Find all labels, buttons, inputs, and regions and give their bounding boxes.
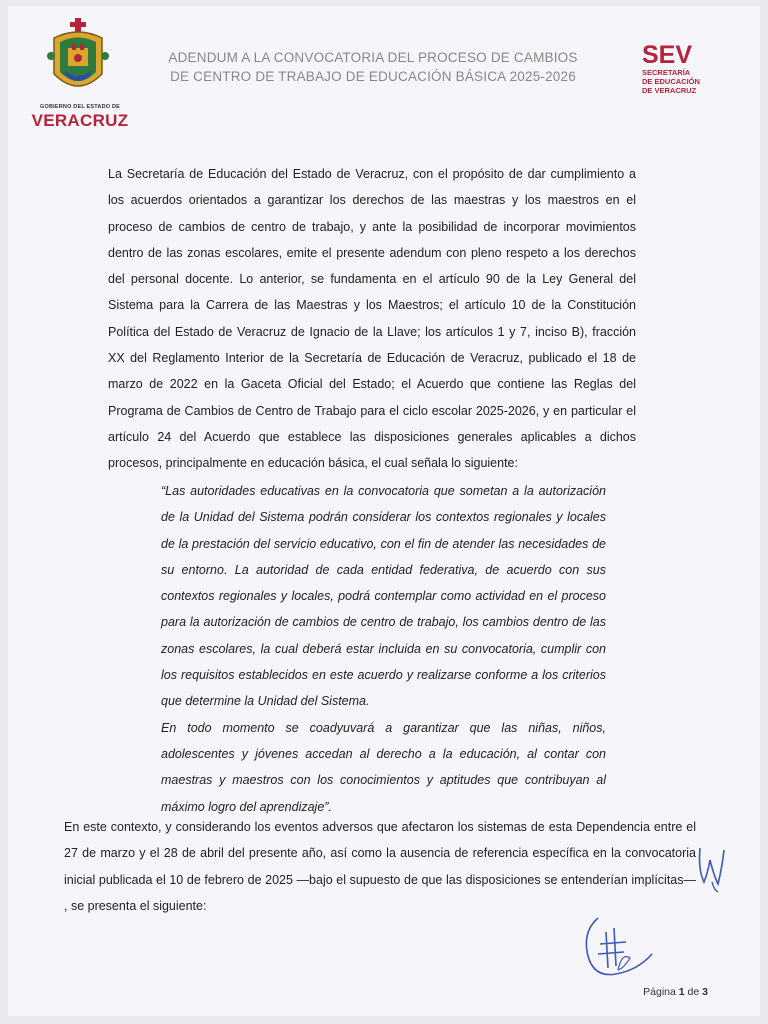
veracruz-crest-icon [46, 16, 110, 106]
page-label: Página [643, 986, 676, 998]
quote-paragraph-1: “Las autoridades educativas en la convocatoria que sometan a la autorización de la Unidad del Sistema podrán considerar los contextos regionales y locales de la prestación del servicio educativo, con el fin de atender las necesidades de su entorno. La autoridad de cada entidad federativa, de acuerdo con sus contextos regionales y locales, podrá contemplar como actividad en el proceso para la autorización de cambios de centro de trabajo, los cambios dentro de las zonas escolares, la cual deberá estar incluida en su convocatoria, cumplir con los requisitos establecidos en este acuerdo y realizarse conforme a los criterios que determine la Unidad del Sistema. [161, 484, 606, 709]
gov-logo-name: VERACRUZ [31, 111, 129, 130]
page-of: de [687, 986, 700, 998]
sev-logo [642, 42, 732, 95]
sev-logo-line3: DE VERACRUZ [642, 86, 697, 95]
sev-logo-line1: SECRETARÍA [642, 68, 691, 77]
page-total: 3 [702, 986, 708, 998]
quoted-article [161, 478, 606, 820]
page-current: 1 [678, 986, 685, 998]
initials-mark-icon [694, 842, 730, 894]
gov-logo-small-text: GOBIERNO DEL ESTADO DE [40, 104, 120, 110]
document-header [8, 6, 760, 146]
context-paragraph-block [64, 814, 696, 919]
document-page [8, 6, 760, 1016]
document-title [138, 48, 608, 86]
quote-paragraph-2: En todo momento se coadyuvará a garantizar que las niñas, niños, adolescentes y jóvenes accedan al derecho a la educación, al contar con maestras y maestros con los conocimientos y aptitudes que contribuyan al máximo logro del aprendizaje”. [161, 720, 606, 814]
document-title-line2: DE CENTRO DE TRABAJO DE EDUCACIÓN BÁSICA 2025-2026 [170, 69, 576, 84]
intro-paragraph: La Secretaría de Educación del Estado de Veracruz, con el propósito de dar cumplimiento a los acuerdos orientados a garantizar los derechos de las maestras y los maestros en el proceso de cambios de centro de trabajo, y ante la posibilidad de incorporar movimientos dentro de las zonas escolares, emite el presente adendum con pleno respeto a los derechos del personal docente. Lo anterior, se fundamenta en el artículo 90 de la Ley General del Sistema para la Carrera de las Maestras y los Maestros; el artículo 10 de la Constitución Política del Estado de Veracruz de Ignacio de la Llave; los artículos 1 y 7, inciso B), fracción XX del Reglamento Interior de la Secretaría de Educación de Veracruz, publicado el 18 de marzo de 2022 en la Gaceta Oficial del Estado; el Acuerdo que contiene las Reglas del Programa de Cambios de Centro de Trabajo para el ciclo escolar 2025-2026, y en particular el artículo 24 del Acuerdo que establece las disposiciones generales aplicables a dichos procesos, principalmente en educación básica, el cual señala lo siguiente: [108, 167, 636, 471]
page-number [608, 986, 708, 998]
signature-icon [578, 912, 658, 984]
intro-paragraph-block [108, 161, 636, 477]
context-paragraph: En este contexto, y considerando los eventos adversos que afectaron los sistemas de esta Dependencia entre el 27 de marzo y el 28 de abril del presente año, así como la ausencia de referencia específica en la convocatoria inicial publicada el 10 de febrero de 2025 —bajo el supuesto de que las disposiciones se entenderían implícitas— , se presenta el siguiente: [64, 820, 696, 913]
document-title-line1: ADENDUM A LA CONVOCATORIA DEL PROCESO DE CAMBIOS [168, 50, 578, 65]
sev-logo-acronym: SEV [642, 41, 693, 69]
sev-logo-line2: DE EDUCACIÓN [642, 77, 700, 86]
